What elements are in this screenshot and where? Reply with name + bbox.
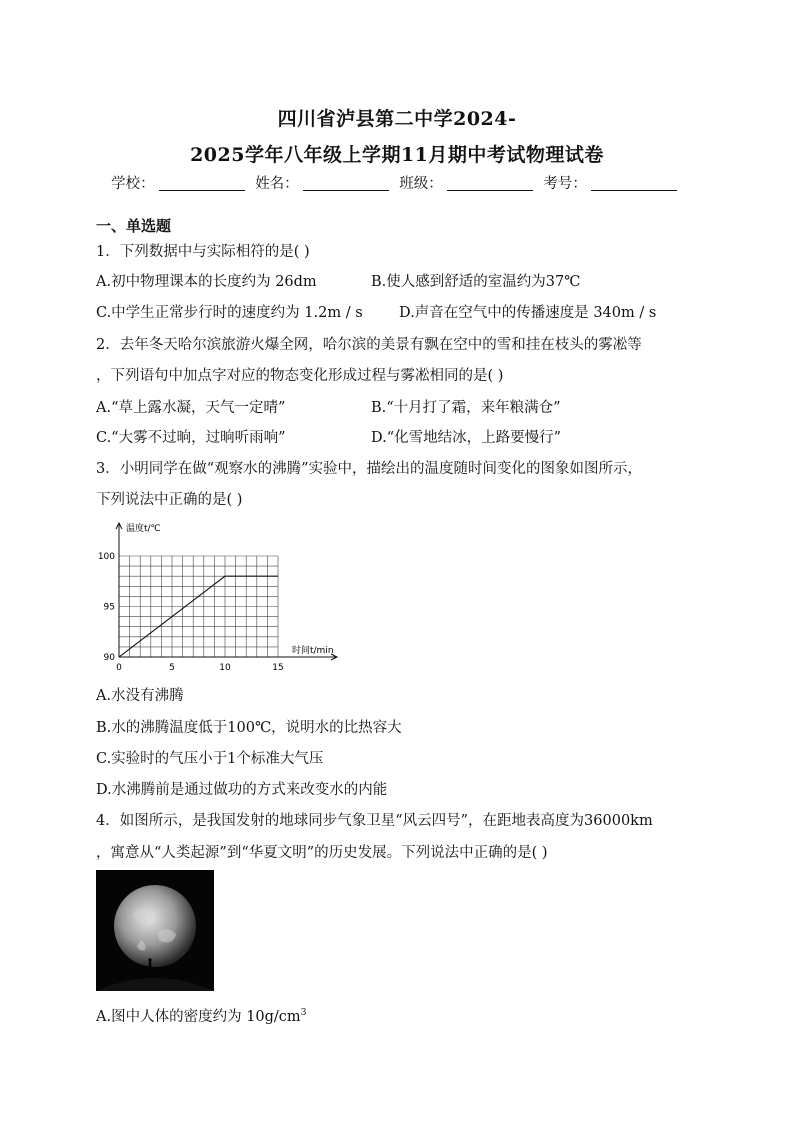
school-blank[interactable]	[159, 178, 245, 191]
q1-option-a: A.初中物理课本的长度约为 26dm	[96, 274, 317, 290]
school-label: 学校：	[111, 176, 155, 192]
q2-option-d: D.“化雪地结冰，上路要慢行”	[371, 430, 562, 446]
x-tick-label: 5	[169, 663, 175, 673]
student-info-row	[0, 172, 794, 193]
person-silhouette-icon	[148, 958, 151, 968]
q1-option-b: B.使人感到舒适的室温约为37℃	[371, 274, 581, 290]
q2-option-a: A.“草上露水凝，天气一定晴”	[96, 400, 286, 416]
y-tick-label: 95	[103, 602, 115, 613]
q2-stem-line2: ，下列语句中加点字对应的物态变化形成过程与雾凇相同的是( )	[96, 368, 504, 384]
q3-option-b: B.水的沸腾温度低于100℃，说明水的比热容大	[96, 720, 402, 736]
name-blank[interactable]	[303, 178, 389, 191]
q4-stem-line2: ，寓意从“人类起源”到“华夏文明”的历史发展。下列说法中正确的是( )	[96, 845, 548, 861]
chart-grid	[119, 556, 278, 657]
q2-option-c: C.“大雾不过晌，过晌听雨响”	[96, 430, 286, 446]
section-heading: 一、单选题	[96, 217, 172, 235]
exam-title-line2: 2025学年八年级上学期11月期中考试物理试卷	[190, 144, 604, 166]
q3-stem-line2: 下列说法中正确的是( )	[96, 492, 243, 508]
earth-globe-icon	[114, 885, 196, 967]
q3-stem-line1: 3．小明同学在做“观察水的沸腾”实验中，描绘出的温度随时间变化的图象如图所示，	[96, 461, 643, 477]
temperature-time-chart	[96, 518, 346, 678]
y-axis-label: 温度t/℃	[126, 524, 161, 534]
q1-stem: 1．下列数据中与实际相符的是( )	[96, 244, 310, 260]
q4-stem-line1: 4．如图所示，是我国发射的地球同步气象卫星“风云四号”，在距地表高度为36000km	[96, 813, 653, 829]
q4-option-a: A.图中人体的密度约为 $10g/cm^3$	[96, 1008, 307, 1025]
x-tick-label: 15	[272, 663, 284, 673]
q2-stem-line1: 2．去年冬天哈尔滨旅游火爆全网，哈尔滨的美景有飘在空中的雪和挂在枝头的雾凇等	[96, 337, 642, 353]
class-blank[interactable]	[447, 178, 533, 191]
x-tick-label: 10	[219, 663, 231, 673]
q3-option-c: C.实验时的气压小于1个标准大气压	[96, 751, 324, 767]
y-tick-label: 100	[97, 552, 115, 562]
class-label: 班级：	[399, 176, 443, 192]
x-tick-label: 0	[116, 663, 122, 673]
y-tick-label: 90	[103, 653, 115, 663]
x-axis-label: 时间t/min	[292, 646, 334, 656]
q2-option-b: B.“十月打了霜，来年粮满仓”	[371, 400, 561, 416]
exam-title-line1: 四川省泸县第二中学2024-	[277, 108, 517, 130]
q3-option-d: D.水沸腾前是通过做功的方式来改变水的内能	[96, 782, 388, 798]
q1-option-c: C.中学生正常步行时的速度约为 1.2m / s	[96, 305, 363, 321]
earth-photo	[96, 870, 214, 991]
q1-option-d: D.声音在空气中的传播速度是 340m / s	[399, 305, 657, 321]
number-blank[interactable]	[591, 178, 677, 191]
q3-option-a: A.水没有沸腾	[96, 688, 184, 704]
chart-ticks	[98, 552, 284, 673]
chart-axes	[116, 523, 337, 660]
number-label: 考号：	[543, 176, 587, 192]
name-label: 姓名：	[255, 176, 299, 192]
